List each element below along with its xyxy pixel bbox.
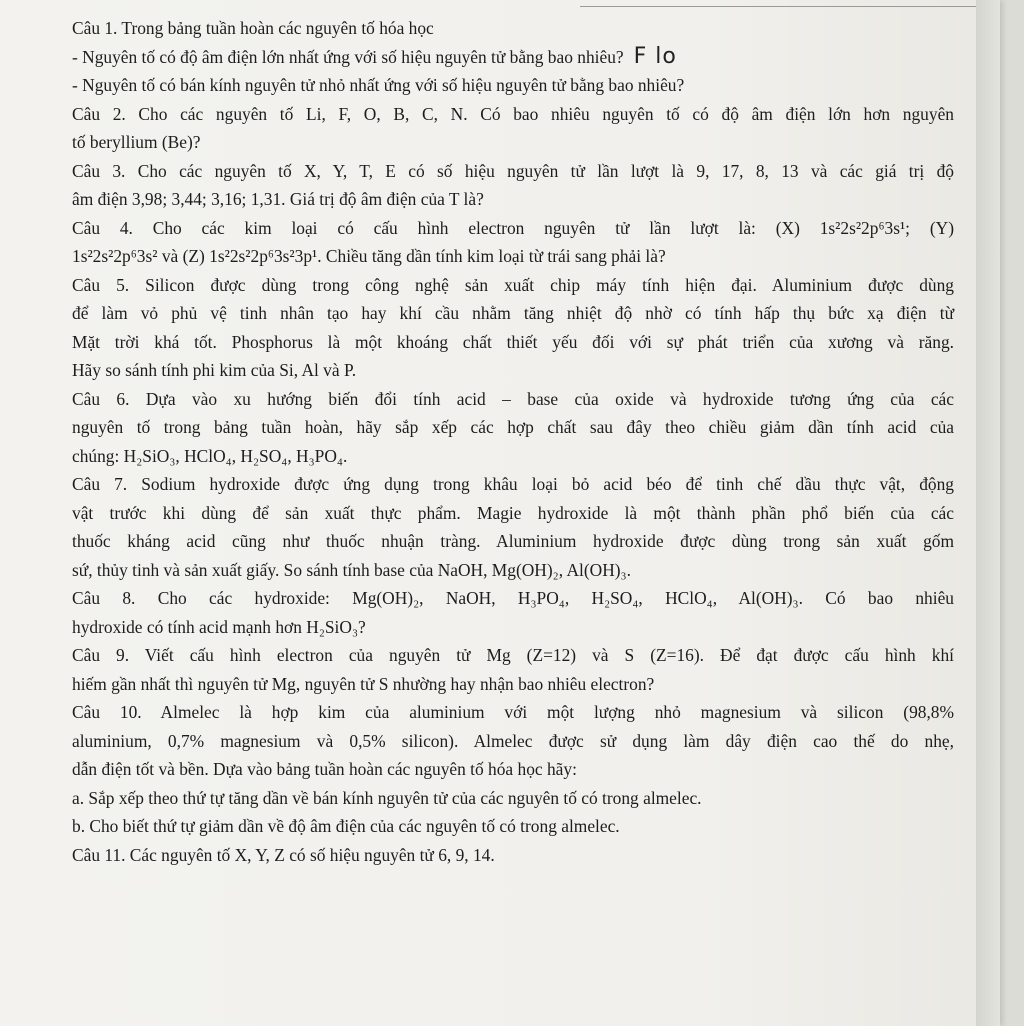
question-3-line-2: âm điện 3,98; 3,44; 3,16; 1,31. Giá trị độ âm điện của T là? (72, 189, 484, 209)
question-1-part-a-text: - Nguyên tố có độ âm điện lớn nhất ứng với số hiệu nguyên tử bằng bao nhiêu? (72, 46, 624, 67)
question-5-line-4: Hãy so sánh tính phi kim của Si, Al và P. (72, 360, 357, 380)
question-3-line-1: Câu 3. Cho các nguyên tố X, Y, T, E có số hiệu nguyên tử lần lượt là 9, 17, 8, 13 và các giá trị độ (72, 160, 954, 181)
question-8-line-1: Câu 8. Cho các hydroxide: Mg(OH)₂, NaOH, H₃PO₄, H₂SO₄, HClO₄, Al(OH)₃. Có bao nhiêu (72, 588, 954, 608)
question-5-line-3: Mặt trời khá tốt. Phosphorus là một khoáng chất thiết yếu đối với sự phát triển của xương và răng. (72, 331, 954, 352)
question-7-line-2: vật trước khi dùng để sản xuất thực phẩm. Magie hydroxide là một thành phần phổ biến của các (72, 502, 954, 523)
question-7-line-3: thuốc kháng acid cũng như thuốc nhuận tràng. Aluminium hydroxide được dùng trong sản xuất gốm (72, 531, 954, 551)
question-2-line-1: Câu 2. Cho các nguyên tố Li, F, O, B, C, N. Có bao nhiêu nguyên tố có độ âm điện lớn hơn nguyên (72, 103, 954, 124)
question-10-line-2: aluminium, 0,7% magnesium và 0,5% silicon). Almelec được sử dụng làm dây điện cao thế do nhẹ, (72, 730, 954, 751)
question-6-line-3: chúng: H₂SiO₃, HClO₄, H₂SO₄, H₃PO₄. (72, 445, 348, 466)
question-2-line-2: tố beryllium (Be)? (72, 132, 201, 152)
question-10-line-3: dẫn điện tốt và bền. Dựa vào bảng tuần hoàn các nguyên tố hóa học hãy: (72, 759, 577, 779)
top-rule (580, 6, 1000, 7)
question-6-line-2: nguyên tố trong bảng tuần hoàn, hãy sắp xếp các hợp chất sau đây theo chiều giảm dần tính acid của (72, 417, 954, 437)
question-1-part-a (72, 43, 954, 72)
question-7-line-1: Câu 7. Sodium hydroxide được ứng dụng trong khâu loại bỏ acid béo để tinh chế dầu thực vật, động (72, 474, 954, 494)
question-6-line-1: Câu 6. Dựa vào xu hướng biến đổi tính acid – base của oxide và hydroxide tương ứng của các (72, 388, 954, 409)
question-11-title: Câu 11. Các nguyên tố X, Y, Z có số hiệu nguyên tử 6, 9, 14. (72, 844, 495, 865)
question-4-line-2: 1s²2s²2p⁶3s² và (Z) 1s²2s²2p⁶3s²3p¹. Chiều tăng dần tính kim loại từ trái sang phải là? (72, 246, 666, 266)
page-edge (976, 0, 1000, 1026)
question-1-part-b: - Nguyên tố có bán kính nguyên tử nhỏ nhất ứng với số hiệu nguyên tử bằng bao nhiêu? (72, 75, 685, 95)
question-4-line-1: Câu 4. Cho các kim loại có cấu hình electron nguyên tử lần lượt là: (X) 1s²2s²2p⁶3s¹; (Y) (72, 217, 954, 238)
handwritten-note: F lo (633, 43, 677, 69)
question-10-part-a: a. Sắp xếp theo thứ tự tăng dần về bán kính nguyên tử của các nguyên tố có trong almelec. (72, 787, 702, 808)
question-9-line-1: Câu 9. Viết cấu hình electron của nguyên tử Mg (Z=12) và S (Z=16). Để đạt được cấu hình khí (72, 645, 954, 665)
question-list (72, 14, 954, 869)
question-7-line-4: sứ, thủy tinh và sản xuất giấy. So sánh tính base của NaOH, Mg(OH)₂, Al(OH)₃. (72, 559, 631, 580)
question-8-line-2: hydroxide có tính acid mạnh hơn H₂SiO₃? (72, 616, 366, 637)
question-10-line-1: Câu 10. Almelec là hợp kim của aluminium với một lượng nhỏ magnesium và silicon (98,8% (72, 702, 954, 722)
question-5-line-1: Câu 5. Silicon được dùng trong công nghệ sản xuất chip máy tính hiện đại. Aluminium được dùng (72, 274, 954, 295)
question-9-line-2: hiếm gần nhất thì nguyên tử Mg, nguyên tử S nhường hay nhận bao nhiêu electron? (72, 673, 655, 694)
question-10-part-b: b. Cho biết thứ tự giảm dần về độ âm điện của các nguyên tố có trong almelec. (72, 816, 620, 836)
question-5-line-2: để làm vỏ phủ vệ tinh nhân tạo hay khí cầu nhằm tăng nhiệt độ nhờ có tính hấp thụ bức xạ điện từ (72, 303, 954, 323)
question-1-title: Câu 1. Trong bảng tuần hoàn các nguyên tố hóa học (72, 18, 434, 38)
